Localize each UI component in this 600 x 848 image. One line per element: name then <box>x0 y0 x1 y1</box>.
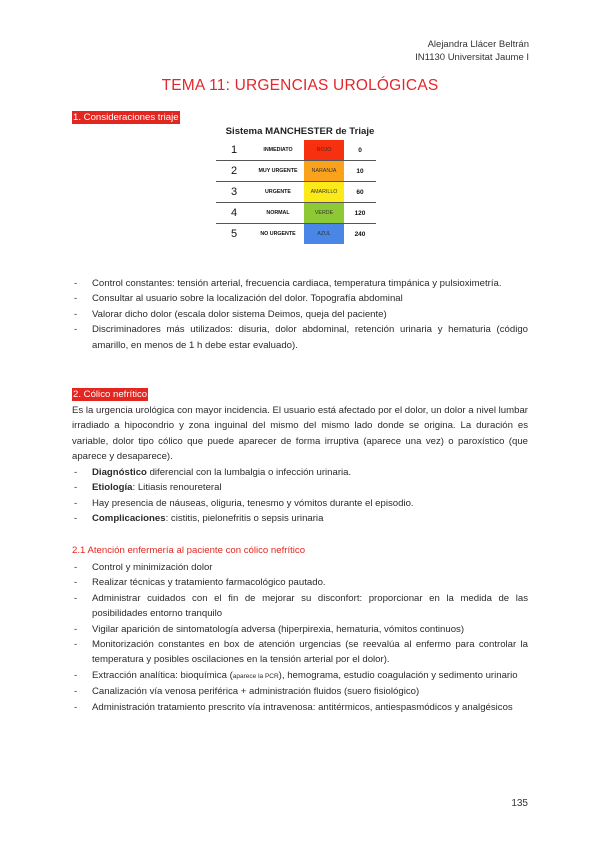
complicaciones-text: : cistitis, pielonefritis o sepsis urinaria <box>165 513 324 525</box>
table-row <box>216 182 376 203</box>
diagnostico-text: diferencial con la lumbalgia o infección urinaria. <box>146 467 352 478</box>
triage-level-name: MUY URGENTE <box>258 168 298 174</box>
triage-time: 0 <box>358 146 362 154</box>
table-row <box>216 203 376 224</box>
list-item <box>92 480 528 495</box>
list-item: - Administrar cuidados con el fin de mejorar su disconfort: proporcionar en la medida de las posibilidades entorno tranquilo <box>92 591 528 622</box>
list-item <box>92 465 528 480</box>
list-item: - Hay presencia de náuseas, oliguria, tenesmo y vómitos durante el episodio. <box>92 496 528 511</box>
list-item: - Control y minimización dolor <box>92 560 528 575</box>
list-item: - Discriminadores más utilizados: disuria, dolor abdominal, retención urinaria y hematuria (código amarillo, en menos de 1 h debe estar evaluado). <box>92 322 528 353</box>
triage-level-name: URGENTE <box>265 189 291 195</box>
colico-bullet-list <box>92 465 528 527</box>
list-item: - Valorar dicho dolor (escala dolor sistema Deimos, queja del paciente) <box>92 307 528 322</box>
etiologia-label: Etiología <box>92 482 133 494</box>
triage-table <box>216 140 376 244</box>
page-title: TEMA 11: URGENCIAS UROLÓGICAS <box>161 77 439 94</box>
table-row <box>216 140 376 161</box>
list-item: - Consultar al usuario sobre la localización del dolor. Topografía abdominal <box>92 291 528 306</box>
triage-level-name: NORMAL <box>266 210 290 216</box>
triage-level-number: 3 <box>230 186 238 198</box>
list-item: - Realizar técnicas y tratamiento farmacológico pautado. <box>92 575 528 590</box>
triage-level-name: INMEDIATO <box>263 147 293 153</box>
triage-color-cell: NARANJA <box>304 161 344 182</box>
triage-time: 120 <box>354 209 366 217</box>
triage-level-number: 1 <box>230 144 238 156</box>
care-bullet-list <box>92 560 528 715</box>
triage-level-number: 5 <box>230 228 238 240</box>
list-item: - Vigilar aparición de sintomatología adversa (hiperpirexia, hematuria, vómitos continuos) <box>92 622 528 637</box>
triage-level-number: 4 <box>230 207 238 219</box>
diagnostico-label: Diagnóstico <box>92 467 147 478</box>
page-number: 135 <box>511 798 528 809</box>
triage-color-cell: AZUL <box>304 224 344 245</box>
triage-time: 10 <box>356 167 364 175</box>
triage-color-cell: ROJO <box>304 140 344 161</box>
list-item: - Canalización vía venosa periférica + administración fluidos (suero fisiológico) <box>92 684 528 699</box>
colico-intro-paragraph: Es la urgencia urológica con mayor incidencia. El usuario está afectado por el dolor, un dolor a nivel lumbar irradiado a hipocondrio y zona inguinal del mismo del mismo lado donde se origina. La duración es variable, dolor tipo cólico que puede aparecer de forma irruptiva (aparece una vez) o paroxístico (que aparece y desaparece). <box>72 405 528 463</box>
triage-color-cell: VERDE <box>304 203 344 224</box>
triage-time: 240 <box>354 230 366 238</box>
triage-time: 60 <box>356 188 364 196</box>
course-name: IN1130 Universitat Jaume I <box>415 52 529 63</box>
list-item: - Control constantes: tensión arterial, frecuencia cardiaca, temperatura timpánica y pulsioximetría. <box>92 276 528 291</box>
etiologia-text: : Litiasis renoureteral <box>132 482 222 494</box>
complicaciones-label: Complicaciones <box>92 513 166 525</box>
table-row <box>216 161 376 182</box>
list-item: - Administración tratamiento prescrito vía intravenosa: antitérmicos, antiespasmódicos y analgésicos <box>92 700 528 715</box>
list-item <box>92 511 528 526</box>
section-2-heading: 2. Cólico nefrítico <box>73 389 148 400</box>
table-title: Sistema MANCHESTER de Triaje <box>225 126 375 137</box>
list-item <box>92 668 528 684</box>
author-name: Alejandra Llácer Beltrán <box>427 39 529 50</box>
section-1-heading: 1. Consideraciones triaje <box>73 112 179 123</box>
triage-bullet-list <box>92 276 528 353</box>
extraction-text-a: Extracción analítica: bioquímica ( <box>92 669 233 681</box>
table-row <box>216 224 376 245</box>
triage-color-cell: AMARILLO <box>304 182 344 203</box>
list-item: - Monitorización constantes en box de atención urgencias (se reevalúa al enfermo para controlar la temperatura y posibles oscilaciones en la tensión arterial por el dolor). <box>92 637 528 668</box>
triage-level-name: NO URGENTE <box>260 231 296 237</box>
triage-level-number: 2 <box>230 165 238 177</box>
extraction-text-b: ), hemograma, estudio coagulación y sedimento urinario <box>278 669 518 681</box>
extraction-note: aparece la PCR <box>232 672 279 680</box>
page-header <box>415 38 529 64</box>
section-2-1-heading: 2.1 Atención enfermería al paciente con cólico nefrítico <box>72 545 306 556</box>
